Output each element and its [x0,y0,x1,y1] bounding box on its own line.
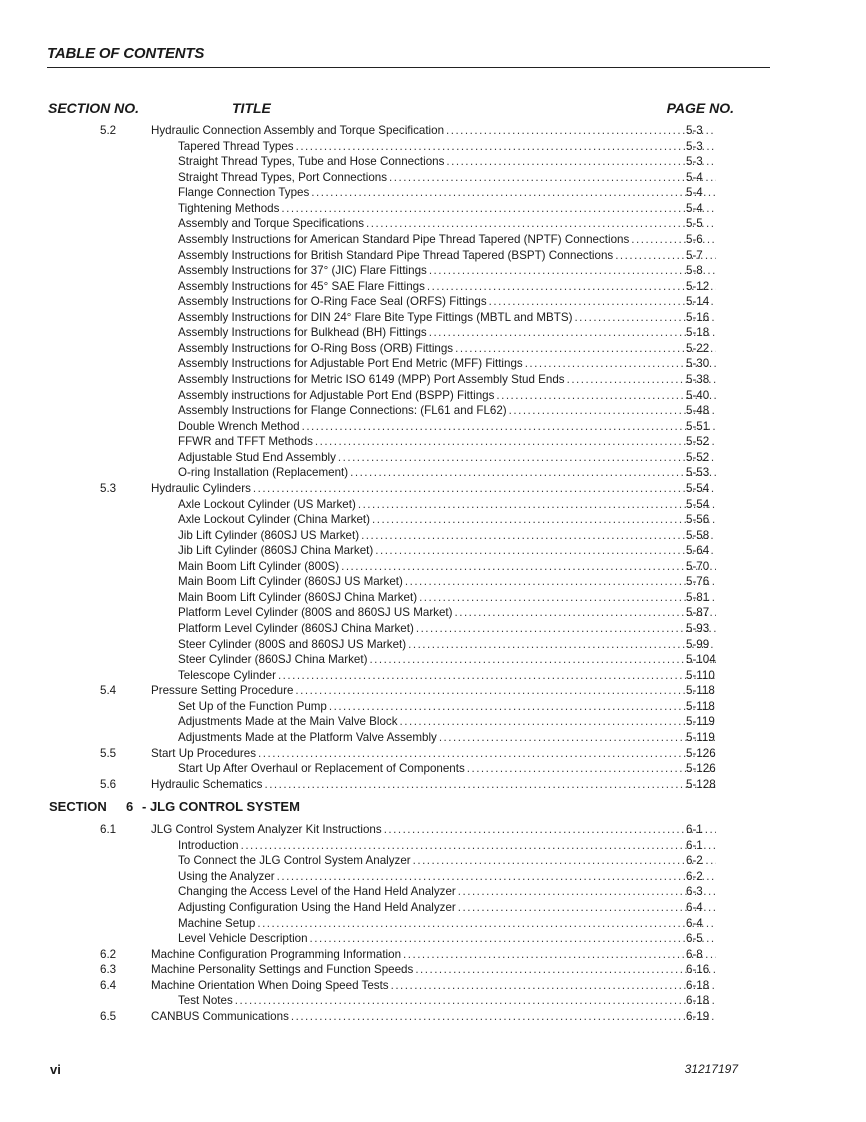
entry-leader [178,356,716,372]
dot-leader [358,497,716,513]
dot-leader [241,838,716,854]
entry-leader [178,419,716,435]
entry-title: Main Boom Lift Cylinder (800S) [178,559,340,573]
dot-leader [291,1009,716,1025]
entry-title: JLG Control System Analyzer Kit Instructions [151,823,382,837]
entry-page-number: 5-3 [686,124,703,137]
toc-entry-level1[interactable] [0,683,866,699]
toc-entry-level2[interactable] [0,761,866,777]
toc-entry-level2[interactable] [0,294,866,310]
dot-leader [369,652,716,668]
entry-title: CANBUS Communications [151,1009,289,1023]
entry-title: Double Wrench Method [178,419,300,433]
entry-title: To Connect the JLG Control System Analyzer [178,854,411,868]
toc-entry-level2[interactable] [0,730,866,746]
entry-title: Hydraulic Schematics [151,777,263,791]
entry-page-number: 6-5 [686,932,703,946]
entry-title: FFWR and TFFT Methods [178,435,313,449]
entry-title: Level Vehicle Description [178,932,308,946]
entry-title: Start Up Procedures [151,746,257,760]
entry-title: O-ring Installation (Replacement) [178,466,349,480]
entry-page-number: 6-18 [686,978,710,992]
entry-leader [178,652,716,668]
entry-leader [178,216,716,232]
dot-leader [311,185,716,201]
entry-page-number: 5-126 [686,746,716,760]
entry-page-number: 5-99 [686,637,710,651]
dot-leader [429,325,716,341]
entry-page-number: 5-4 [686,186,703,200]
toc-entry-level2[interactable] [0,139,866,155]
toc-entry-level2[interactable] [0,248,866,264]
entry-leader [151,962,716,978]
entry-leader [178,668,716,684]
entry-page-number: 5-30 [686,357,710,371]
dot-leader [235,993,716,1009]
toc-entry-level2[interactable] [0,714,866,730]
entry-page-number: 5-16 [686,310,710,324]
entry-title: Main Boom Lift Cylinder (860SJ China Market) [178,590,418,604]
entry-number: 6.1 [100,823,117,837]
entry-title: Machine Configuration Programming Information [151,947,402,961]
entry-leader [178,621,716,637]
entry-leader [178,900,716,916]
toc-entry-level1[interactable] [0,746,866,762]
dot-leader [338,450,716,466]
toc-entry-level2[interactable] [0,419,866,435]
toc-entry-level1[interactable] [0,822,866,838]
entry-page-number: 6-4 [686,916,703,930]
section-heading [0,792,866,822]
dot-leader [389,170,716,186]
entry-leader [151,777,716,793]
entry-number: 5.3 [100,481,117,495]
column-header-page: PAGE NO. [666,100,734,116]
entry-leader [178,434,716,450]
page-title: TABLE OF CONTENTS [47,45,205,62]
entry-title: Adjusting Configuration Using the Hand Held Analyzer [178,901,456,914]
entry-leader [178,279,716,295]
dot-leader [258,746,716,762]
toc-entry-level2[interactable] [0,543,866,559]
toc-entry-level2[interactable] [0,388,866,404]
entry-page-number: 5-76 [686,575,710,589]
toc-entry-level1[interactable] [0,978,866,994]
entry-title: Platform Level Cylinder (860SJ China Market) [178,622,414,635]
entry-title: Assembly Instructions for Bulkhead (BH) Fittings [178,326,427,340]
entry-leader [151,683,716,699]
entry-page-number: 5-5 [686,217,703,231]
entry-number: 6.4 [100,978,117,992]
dot-leader [408,637,716,653]
entry-leader [178,372,716,388]
toc-entry-level2[interactable] [0,590,866,606]
entry-page-number: 5-3 [686,155,703,169]
toc-entry-level2[interactable] [0,310,866,326]
toc-entry-level2[interactable] [0,279,866,295]
entry-title: Tightening Methods [178,201,280,215]
toc-list [0,123,866,1025]
entry-title: Adjustments Made at the Platform Valve Assembly [178,730,437,744]
entry-title: Axle Lockout Cylinder (China Market) [178,513,371,527]
toc-entry-level1[interactable] [0,1009,866,1025]
toc-entry-level2[interactable] [0,154,866,170]
section-label: SECTION [49,799,107,815]
entry-page-number: 5-4 [686,170,703,184]
dot-leader [278,668,716,684]
entry-leader [178,310,716,326]
entry-page-number: 5-119 [686,715,715,729]
toc-entry-level2[interactable] [0,574,866,590]
toc-entry-level2[interactable] [0,993,866,1009]
entry-title: Assembly Instructions for Flange Connections: (FL61 and FL62) [178,404,507,418]
entry-page-number: 5-58 [686,528,710,542]
dot-leader [361,528,716,544]
dot-leader [384,822,716,838]
entry-leader [178,838,716,854]
entry-title: Assembly Instructions for Adjustable Port End Metric (MFF) Fittings [178,357,523,371]
entry-title: Assembly Instructions for Metric ISO 6149 (MPP) Port Assembly Stud Ends [178,373,565,386]
entry-title: Machine Orientation When Doing Speed Tests [151,978,389,992]
entry-page-number: 6-2 [686,869,703,883]
entry-page-number: 6-3 [686,885,703,899]
entry-page-number: 5-56 [686,513,710,527]
entry-page-number: 6-19 [686,1009,710,1023]
title-divider [47,67,770,68]
toc-entry-level2[interactable] [0,450,866,466]
dot-leader [416,621,716,637]
entry-title: Straight Thread Types, Port Connections [178,170,388,184]
dot-leader [302,419,716,435]
entry-number: 5.6 [100,777,117,791]
column-header-section: SECTION NO. [48,100,140,116]
entry-title: Tapered Thread Types [178,139,294,153]
entry-title: Assembly and Torque Specifications [178,217,365,231]
entry-leader [178,605,716,621]
entry-page-number: 5-38 [686,373,710,386]
toc-entry-level2[interactable] [0,668,866,684]
entry-leader [178,730,716,746]
toc-entry-level2[interactable] [0,605,866,621]
dot-leader [296,139,716,155]
entry-title: Platform Level Cylinder (800S and 860SJ US Market) [178,606,453,620]
entry-page-number: 6-1 [686,823,703,837]
entry-leader [178,512,716,528]
dot-leader [329,699,716,715]
entry-leader [178,185,716,201]
entry-title: Straight Thread Types, Tube and Hose Connections [178,155,445,169]
entry-page-number: 6-1 [686,838,703,852]
dot-leader [277,869,716,885]
entry-title: Changing the Access Level of the Hand Held Analyzer [178,885,456,899]
entry-leader [178,699,716,715]
dot-leader [372,512,716,528]
dot-leader [413,853,716,869]
entry-page-number: 6-18 [686,994,710,1008]
dot-leader [310,931,716,947]
entry-page-number: 6-2 [686,854,703,868]
entry-leader [178,637,716,653]
entry-page-number: 5-64 [686,544,710,558]
entry-title: Steer Cylinder (860SJ China Market) [178,653,368,667]
entry-number: 6.5 [100,1009,117,1023]
entry-leader [151,1009,716,1025]
toc-entry-level2[interactable] [0,341,866,357]
entry-leader [178,761,716,777]
dot-leader [253,481,716,497]
dot-leader [489,294,716,310]
entry-page-number: 6-4 [686,901,703,914]
dot-leader [391,978,716,994]
entry-leader [151,978,716,994]
toc-entry-level2[interactable] [0,559,866,575]
entry-leader [178,139,716,155]
entry-page-number: 5-126 [686,762,716,776]
entry-page-number: 5-6 [686,232,703,246]
dot-leader [458,884,716,900]
dot-leader [496,388,716,404]
dot-leader [446,123,716,139]
toc-entry-level2[interactable] [0,916,866,932]
dot-leader [257,916,716,932]
entry-leader [151,123,716,139]
entry-page-number: 5-110 [686,668,715,682]
entry-leader [178,590,716,606]
entry-page-number: 5-128 [686,777,716,791]
entry-title: Assembly Instructions for O-Ring Face Seal (ORFS) Fittings [178,295,487,309]
dot-leader [295,683,716,699]
entry-leader [178,403,716,419]
dot-leader [341,559,716,575]
entry-title: Telescope Cylinder [178,668,276,682]
entry-page-number: 5-54 [686,497,710,511]
entry-title: Hydraulic Connection Assembly and Torque Specification [151,124,445,137]
footer-doc-number: 31217197 [684,1062,738,1076]
entry-title: Machine Setup [178,916,256,930]
entry-page-number: 5-48 [686,404,710,418]
toc-entry-level2[interactable] [0,216,866,232]
entry-title: Assembly instructions for Adjustable Port End (BSPP) Fittings [178,388,495,402]
toc-entry-level2[interactable] [0,185,866,201]
entry-title: Assembly Instructions for 37° (JIC) Flare Fittings [178,264,427,278]
dot-leader [467,761,716,777]
toc-entry-level2[interactable] [0,884,866,900]
entry-page-number: 5-70 [686,559,710,573]
entry-title: Assembly Instructions for O-Ring Boss (ORB) Fittings [178,341,454,355]
toc-entry-level2[interactable] [0,356,866,372]
entry-title: Machine Personality Settings and Function Speeds [151,963,414,977]
entry-title: Jib Lift Cylinder (860SJ China Market) [178,544,374,558]
dot-leader [455,605,716,621]
entry-page-number: 5-52 [686,450,710,464]
dot-leader [427,279,716,295]
dot-leader [446,154,716,170]
entry-page-number: 5-51 [686,419,710,433]
entry-leader [178,465,716,481]
entry-leader [178,341,716,357]
entry-page-number: 5-118 [686,699,715,713]
entry-page-number: 5-81 [686,590,710,604]
entry-leader [178,528,716,544]
toc-entry-level2[interactable] [0,869,866,885]
entry-title: Assembly Instructions for British Standard Pipe Thread Tapered (BSPT) Connections [178,248,614,262]
entry-page-number: 6-16 [686,963,710,977]
section-title: - JLG CONTROL SYSTEM [142,799,300,815]
dot-leader [509,403,716,419]
entry-leader [151,746,716,762]
entry-page-number: 5-104 [686,653,716,667]
toc-entry-level1[interactable] [0,777,866,793]
entry-leader [178,294,716,310]
entry-leader [178,853,716,869]
entry-page-number: 5-4 [686,201,703,215]
dot-leader [419,590,716,606]
dot-leader [281,201,716,217]
toc-entry-level2[interactable] [0,528,866,544]
entry-leader [178,931,716,947]
entry-leader [178,263,716,279]
toc-entry-level1[interactable] [0,123,866,139]
entry-title: Introduction [178,838,239,852]
entry-page-number: 5-12 [686,279,710,293]
entry-page-number: 5-52 [686,435,710,449]
column-header-title: TITLE [232,100,271,116]
entry-leader [178,248,716,264]
toc-entry-level2[interactable] [0,621,866,637]
dot-leader [458,900,716,916]
footer-page-label: vi [50,1062,61,1077]
entry-title: Pressure Setting Procedure [151,684,294,698]
dot-leader [405,574,716,590]
entry-page-number: 5-54 [686,481,710,495]
dot-leader [439,730,716,746]
dot-leader [400,714,716,730]
entry-page-number: 5-14 [686,295,710,309]
entry-page-number: 5-87 [686,606,710,620]
entry-page-number: 5-18 [686,326,710,340]
entry-page-number: 5-22 [686,341,710,355]
entry-leader [151,822,716,838]
entry-title: Adjustable Stud End Assembly [178,450,336,464]
entry-leader [178,325,716,341]
entry-title: Steer Cylinder (800S and 860SJ US Market) [178,637,407,651]
dot-leader [315,434,716,450]
toc-entry-level2[interactable] [0,497,866,513]
entry-title: Axle Lockout Cylinder (US Market) [178,497,356,511]
entry-leader [178,559,716,575]
entry-title: Using the Analyzer [178,869,275,883]
entry-page-number: 5-7 [686,248,703,262]
dot-leader [403,947,716,963]
entry-page-number: 5-8 [686,264,703,278]
entry-title: Main Boom Lift Cylinder (860SJ US Market) [178,575,403,589]
toc-entry-level2[interactable] [0,652,866,668]
toc-entry-level1[interactable] [0,947,866,963]
entry-number: 5.4 [100,684,117,698]
toc-entry-level2[interactable] [0,637,866,653]
toc-entry-level2[interactable] [0,465,866,481]
entry-number: 5.2 [100,124,117,137]
entry-leader [178,916,716,932]
entry-title: Start Up After Overhaul or Replacement of Components [178,762,465,776]
toc-entry-level1[interactable] [0,481,866,497]
entry-leader [178,170,716,186]
entry-page-number: 5-93 [686,622,710,635]
entry-leader [178,869,716,885]
entry-page-number: 5-40 [686,388,710,402]
entry-page-number: 5-53 [686,466,710,480]
toc-entry-level2[interactable] [0,512,866,528]
toc-entry-level2[interactable] [0,853,866,869]
toc-entry-level2[interactable] [0,699,866,715]
toc-entry-level2[interactable] [0,170,866,186]
toc-entry-level2[interactable] [0,232,866,248]
dot-leader [429,263,716,279]
entry-title: Assembly Instructions for 45° SAE Flare Fittings [178,279,425,293]
section-number: 6 [126,799,134,815]
entry-number: 6.2 [100,947,117,961]
toc-entry-level2[interactable] [0,403,866,419]
toc-entry-level2[interactable] [0,434,866,450]
toc-entry-level2[interactable] [0,263,866,279]
entry-leader [178,574,716,590]
entry-title: Assembly Instructions for DIN 24° Flare Bite Type Fittings (MBTL and MBTS) [178,310,573,324]
dot-leader [350,465,716,481]
entry-leader [178,232,716,248]
entry-title: Adjustments Made at the Main Valve Block [178,715,398,729]
entry-leader [151,481,716,497]
entry-leader [178,714,716,730]
toc-entry-level1[interactable] [0,962,866,978]
entry-title: Hydraulic Cylinders [151,481,251,495]
toc-entry-level2[interactable] [0,201,866,217]
entry-title: Flange Connection Types [178,186,310,200]
entry-leader [178,388,716,404]
entry-leader [178,993,716,1009]
entry-title: Set Up of the Function Pump [178,699,327,713]
entry-leader [178,450,716,466]
toc-entry-level2[interactable] [0,325,866,341]
entry-page-number: 5-3 [686,139,703,153]
entry-title: Assembly Instructions for American Standard Pipe Thread Tapered (NPTF) Connections [178,232,630,246]
dot-leader [264,777,716,793]
entry-page-number: 5-118 [686,684,715,698]
entry-leader [151,947,716,963]
toc-entry-level2[interactable] [0,900,866,916]
entry-title: Test Notes [178,994,233,1008]
entry-title: Jib Lift Cylinder (860SJ US Market) [178,528,360,542]
dot-leader [455,341,716,357]
entry-number: 6.3 [100,963,117,977]
entry-leader [178,201,716,217]
dot-leader [375,543,716,559]
entry-page-number: 5-119 [686,730,715,744]
dot-leader [366,216,716,232]
entry-page-number: 6-8 [686,947,703,961]
entry-leader [178,497,716,513]
toc-entry-level2[interactable] [0,372,866,388]
entry-leader [178,154,716,170]
entry-leader [178,543,716,559]
toc-entry-level2[interactable] [0,931,866,947]
entry-number: 5.5 [100,746,117,760]
entry-leader [178,884,716,900]
dot-leader [415,962,716,978]
toc-entry-level2[interactable] [0,838,866,854]
